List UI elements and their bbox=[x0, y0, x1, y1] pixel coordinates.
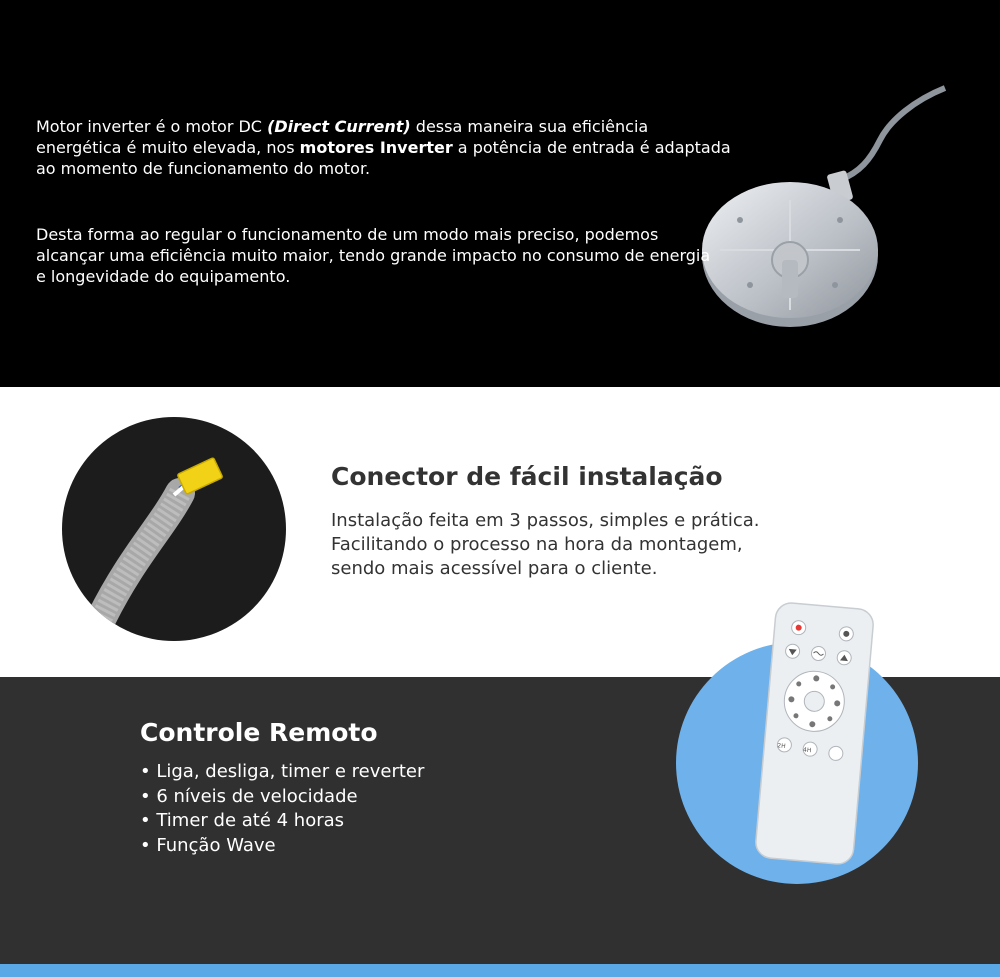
motor-efficiency-text: Desta forma ao regular o funcionamento de um modo mais preciso, podemos alcançar uma eficiência muito maior, tendo grande impacto no consumo de energia e longevidade do equipamento. bbox=[36, 225, 711, 286]
svg-text:4H: 4H bbox=[802, 746, 812, 755]
list-item: • Função Wave bbox=[140, 834, 424, 859]
connector-title: Conector de fácil instalação bbox=[331, 462, 723, 491]
connector-description: Instalação feita em 3 passos, simples e prática. Facilitando o processo na hora da montagem, sendo mais acessível para o cliente. bbox=[331, 510, 760, 579]
list-item: • Liga, desliga, timer e reverter bbox=[140, 760, 424, 785]
connector-image bbox=[62, 417, 286, 641]
bottom-accent-bar bbox=[0, 964, 1000, 977]
svg-text:2H: 2H bbox=[776, 742, 786, 750]
motor-description: Motor inverter é o motor DC (Direct Current) dessa maneira sua eficiência energética é muito elevada, nos motores Inverter a potência de entrada é adaptada ao momento de funcionamento do motor. bbox=[36, 117, 731, 178]
remote-features-list bbox=[140, 760, 424, 858]
motor-section bbox=[0, 0, 1000, 387]
list-item: • Timer de até 4 horas bbox=[140, 809, 424, 834]
motor-image bbox=[690, 80, 1000, 340]
remote-image bbox=[676, 600, 922, 890]
remote-title: Controle Remoto bbox=[140, 718, 378, 747]
list-item: • 6 níveis de velocidade bbox=[140, 785, 424, 810]
